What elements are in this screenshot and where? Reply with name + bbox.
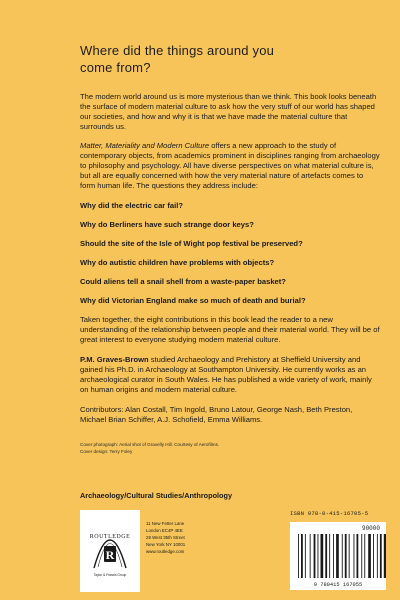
barcode-bar: [342, 534, 343, 578]
cover-credits: [80, 441, 380, 455]
barcode-bar: [345, 534, 347, 578]
cover-text-block: [80, 42, 380, 455]
barcode-bar: [368, 534, 371, 578]
headline-line-2: come from?: [80, 60, 151, 75]
publisher-name: ROUTLEDGE: [89, 534, 131, 540]
barcode-panel: [290, 522, 386, 590]
barcode-icon: [290, 522, 386, 590]
headline: [80, 42, 380, 76]
question-5: Could aliens tell a snail shell from a waste-paper basket?: [80, 277, 286, 286]
address-line: London EC4P 4EE: [146, 528, 183, 533]
intro-paragraph: The modern world around us is more mysterious than we think. This book looks beneath the surface of modern material culture to ask how the very stuff of our world has shaped our societies, and how and why it is that we have made the material culture that surrounds us.: [80, 92, 377, 131]
subject-categories: Archaeology/Cultural Studies/Anthropology: [80, 491, 233, 500]
barcode-bar: [336, 534, 339, 578]
barcode-bar: [354, 534, 355, 578]
barcode-bar: [349, 534, 350, 578]
question-3: Should the site of the Isle of Wight pop festival be preserved?: [80, 239, 303, 248]
address-line: New York NY 10001: [146, 542, 186, 547]
author-bio: studied Archaeology and Prehistory at Sheffield University and gained his Ph.D. in Archaeology at Southampton University. He currently works as an archaeological curator in South Wales. He has published a wide variety of work, mainly on human origins and modern material culture.: [80, 355, 372, 394]
address-line: 29 West 35th Street: [146, 535, 185, 540]
address-line: www.routledge.com: [146, 549, 185, 554]
description-text: offers a new approach to the study of contemporary objects, from academics prominent in disciplines ranging from archaeology to philosophy and psychology. All have diverse perspectives on what material culture is, but all are equally concerned with how the very material nature of artefacts comes to form human life. The questions they address include:: [80, 141, 380, 190]
question-1: Why did the electric car fail?: [80, 201, 183, 210]
barcode-bar: [318, 534, 319, 578]
publisher-group: Taylor & Francis Group: [93, 573, 127, 577]
contributors-paragraph: Contributors: Alan Costall, Tim Ingold, Bruno Latour, George Nash, Beth Preston, Michael Brian Schiffer, A.J. Schofield, Emma Williams.: [80, 405, 353, 424]
barcode-bar: [333, 534, 334, 578]
description-paragraph: [80, 141, 380, 191]
barcode-bar: [361, 534, 362, 578]
author-bio-paragraph: [80, 355, 380, 395]
barcode-bar: [373, 534, 374, 578]
barcode-number: 9 780415 167055: [313, 582, 363, 588]
price-code: 90000: [361, 525, 380, 532]
headline-line-1: Where did the things around you: [80, 43, 275, 58]
barcode-bar: [329, 534, 330, 578]
publisher-address: [146, 520, 185, 555]
barcode-bar: [364, 534, 365, 578]
barcode-bar: [325, 534, 327, 578]
barcode-bar: [305, 534, 306, 578]
barcode-bar: [380, 534, 382, 578]
author-name: P.M. Graves-Brown: [80, 355, 149, 364]
question-6: Why did Victorian England make so much of death and burial?: [80, 296, 306, 305]
question-2: Why do Berliners have such strange door keys?: [80, 220, 254, 229]
barcode-bar: [301, 534, 303, 578]
routledge-logo-icon: [80, 510, 140, 592]
address-line: 11 New Fetter Lane: [146, 521, 185, 526]
conclusion-paragraph: Taken together, the eight contributions in this book lead the reader to a new understanding of the relationship between people and their material world. They will be of great interest to everyone studying modern material culture.: [80, 315, 380, 344]
barcode-bar: [357, 534, 359, 578]
question-4: Why do autistic children have problems with objects?: [80, 258, 275, 267]
barcode-bar: [310, 534, 311, 578]
isbn: ISBN 978-0-415-16705-5: [290, 510, 369, 517]
barcode-area: [290, 510, 386, 595]
svg-text:R: R: [105, 548, 115, 562]
barcode-bar: [298, 534, 299, 578]
barcode-bar: [314, 534, 316, 578]
publisher-logo-box: [80, 510, 140, 592]
cover-design-credit: Cover design: Terry Foley: [80, 449, 133, 454]
barcode-bar: [384, 534, 386, 578]
barcode-bar: [321, 534, 324, 578]
cover-photo-credit: Cover photograph: Aerial shot of Gravelly Hill. Courtesy of Aerofilms.: [80, 442, 220, 447]
barcode-bar: [377, 534, 378, 578]
book-title: Matter, Materiality and Modern Culture: [80, 141, 210, 150]
